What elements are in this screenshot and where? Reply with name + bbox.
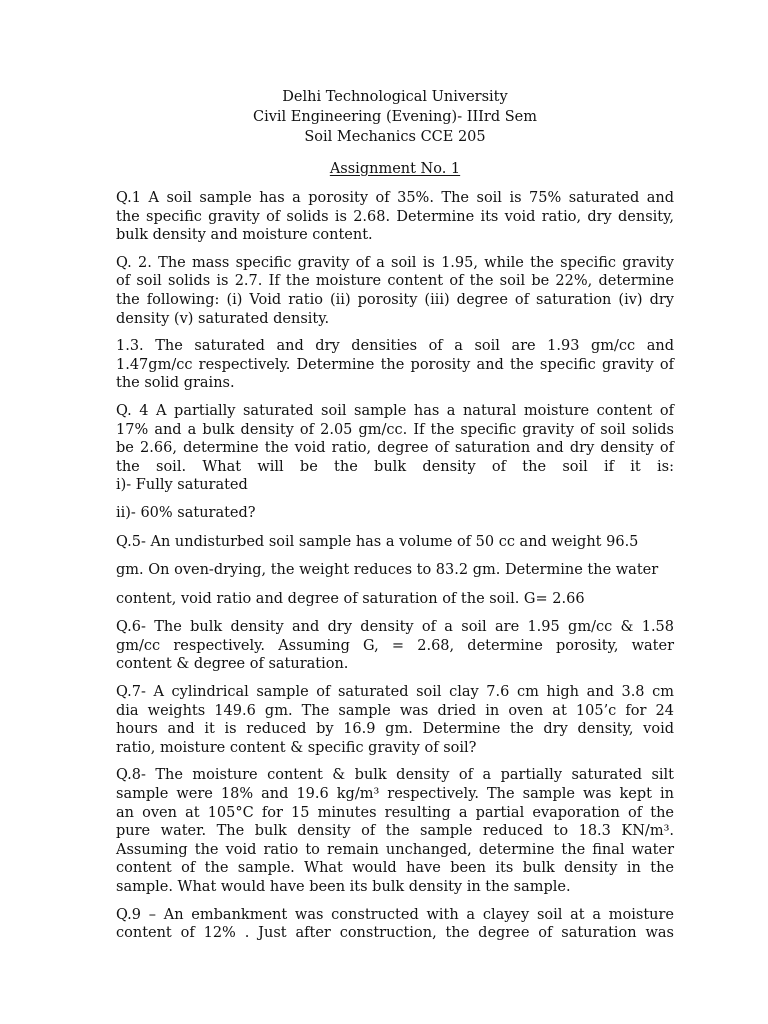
question-line: the following: (i) Void ratio (ii) porosity (iii) degree of saturation (iv) dry [116,291,674,308]
question-line: Q. 4 A partially saturated soil sample has a natural moisture content of [116,402,674,419]
question-line: ratio, moisture content & specific gravity of soil? [116,739,477,756]
question-7 [116,683,674,757]
question-line: gm/cc respectively. Assuming G, = 2.68, determine porosity, water [116,637,674,654]
question-5-line-3 [116,590,674,609]
question-4 [116,402,674,495]
question-line: content, void ratio and degree of saturation of the soil. G= 2.66 [116,590,585,607]
question-8 [116,766,674,896]
question-2 [116,254,674,328]
question-line: 17% and a bulk density of 2.05 gm/cc. If the specific gravity of soil solids [116,421,674,438]
question-line: Q.9 – An embankment was constructed with a clayey soil at a moisture [116,906,674,923]
question-4-option [116,504,674,523]
question-line: sample. What would have been its bulk density in the sample. [116,879,571,895]
question-6 [116,618,674,674]
question-1 [116,189,674,245]
program-name: Civil Engineering (Evening)- IIIrd Sem [253,109,537,125]
question-line: Q.5- An undisturbed soil sample has a volume of 50 cc and weight 96.5 [116,533,639,550]
question-line: an oven at 105°C for 15 minutes resulting a partial evaporation of the [116,804,674,821]
question-line: the soil. What will be the bulk density of the soil if it is: [116,458,674,475]
assignment-title-text: Assignment No. 1 [329,161,461,177]
document-header [116,87,674,147]
question-line: 1.47gm/cc respectively. Determine the porosity and the specific gravity of [116,356,674,373]
question-line: content of the sample. What would have been its bulk density in the [116,860,674,877]
question-line: Q.1 A soil sample has a porosity of 35%. The soil is 75% saturated and [116,190,674,206]
question-5-line-1 [116,533,674,552]
question-line: content of 12% . Just after construction, the degree of saturation was [116,925,674,942]
course-name: Soil Mechanics CCE 205 [304,129,486,145]
question-line: the solid grains. [116,375,235,392]
question-line: bulk density and moisture content. [116,227,373,244]
questions-list [116,189,674,943]
question-line: Q. 2. The mass specific gravity of a soil is 1.95, while the specific gravity [116,254,674,271]
question-5-line-2 [116,561,674,580]
question-line: pure water. The bulk density of the sample reduced to 18.3 KN/m³. [116,823,674,840]
question-line: of soil solids is 2.7. If the moisture content of the soil be 22%, determine [116,273,674,290]
question-line: content & degree of saturation. [116,656,349,673]
question-9 [116,906,674,943]
question-line: 1.3. The saturated and dry densities of a soil are 1.93 gm/cc and [116,338,674,355]
question-line: i)- Fully saturated [116,477,248,494]
assignment-title [116,159,674,179]
university-name: Delhi Technological University [282,89,508,105]
question-line: Assuming the void ratio to remain unchanged, determine the final water [116,841,674,858]
question-line: gm. On oven-drying, the weight reduces to 83.2 gm. Determine the water [116,562,659,579]
question-3 [116,337,674,393]
question-line: density (v) saturated density. [116,310,330,327]
question-line: Q.7- A cylindrical sample of saturated soil clay 7.6 cm high and 3.8 cm [116,684,674,701]
question-line: hours and it is reduced by 16.9 gm. Determine the dry density, void [116,721,674,738]
question-line: Q.8- The moisture content & bulk density of a partially saturated silt [116,767,674,784]
question-line: dia weights 149.6 gm. The sample was dried in oven at 105’c for 24 [116,702,674,719]
question-line: ii)- 60% saturated? [116,504,256,521]
question-line: the specific gravity of solids is 2.68. Determine its void ratio, dry density, [116,208,674,225]
document-page [116,0,674,943]
question-line: be 2.66, determine the void ratio, degree of saturation and dry density of [116,440,674,457]
question-line: sample were 18% and 19.6 kg/m³ respectively. The sample was kept in [116,786,674,803]
question-line: Q.6- The bulk density and dry density of a soil are 1.95 gm/cc & 1.58 [116,619,674,636]
